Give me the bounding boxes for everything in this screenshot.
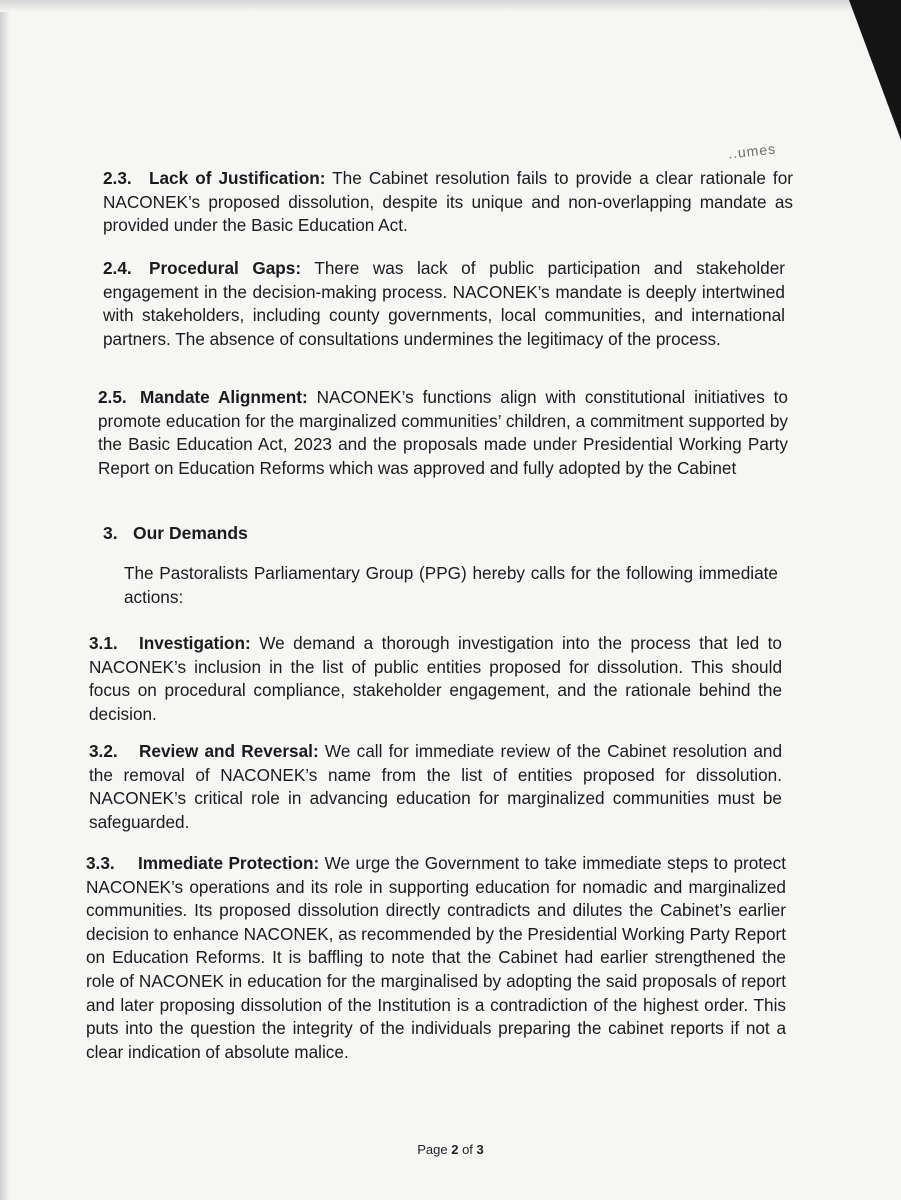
scan-edge-top <box>0 0 901 12</box>
item-2-4 <box>103 257 785 351</box>
demand-3-1 <box>89 632 782 726</box>
item-body <box>70 386 788 480</box>
item-heading: Mandate Alignment: <box>140 387 308 407</box>
demand-text: We call for immediate review of the Cabinet resolution and the removal of NACONEK’s name from the list of entities proposed for dissolution. NACONEK’s critical role in advancing education for marginalized communities must be safeguarded. <box>89 741 783 832</box>
section-3-intro: The Pastoralists Parliamentary Group (PPG) hereby calls for the following immediate actions: <box>124 563 778 607</box>
scan-edge-left <box>0 0 10 1200</box>
item-2-5 <box>98 386 788 480</box>
item-text: The Cabinet resolution fails to provide a clear rationale for NACONEK’s proposed dissolution, despite its unique and non-overlapping mandate as provided under the Basic Education Act. <box>103 168 793 236</box>
page-footer <box>0 1142 901 1157</box>
folded-corner <box>821 0 901 140</box>
item-heading: Lack of Justification: <box>149 168 326 188</box>
item-number: 2.3. <box>103 168 132 188</box>
section-3-number: 3. <box>103 523 118 543</box>
demand-body <box>56 632 782 726</box>
demand-heading: Immediate Protection: <box>138 853 320 873</box>
item-body <box>80 257 785 351</box>
demand-number: 3.3. <box>86 853 115 873</box>
item-number: 2.4. <box>103 258 132 278</box>
section-3-title: Our Demands <box>133 523 248 543</box>
stamp-mark: ..umes <box>727 140 777 162</box>
item-2-3 <box>103 167 793 238</box>
demand-3-3 <box>86 852 786 1064</box>
demand-text: We urge the Government to take immediate steps to protect NACONEK’s operations and its role in supporting education for nomadic and marginalized communities. Its proposed dissolution directly contradicts and dilutes the Cabinet’s earlier decision to enhance NACONEK, as recommended by the Presidential Working Party Report on Education Reforms. It is baffling to note that the Cabinet had earlier strengthened the role of NACONEK in education for the marginalised by adopting the said proposals of report and later proposing dissolution of the Institution is a contradiction of the highest order. This puts into the question the integrity of the individuals preparing the cabinet reports if not a clear indication of absolute malice. <box>86 853 786 1062</box>
item-text: NACONEK’s functions align with constitutional initiatives to promote education for the marginalized communities’ children, a commitment supported by the Basic Education Act, 2023 and the proposals made under Presidential Working Party Report on Education Reforms which was approved and fully adopted by the Cabinet <box>98 387 788 478</box>
demand-heading: Review and Reversal: <box>139 741 319 761</box>
item-text: There was lack of public participation and stakeholder engagement in the decision-making process. NACONEK’s mandate is deeply intertwined with stakeholders, including county governments, local communities, and international partners. The absence of consultations undermines the legitimacy of the process. <box>103 258 785 349</box>
demand-text: We demand a thorough investigation into the process that led to NACONEK’s inclusion in the list of public entities proposed for dissolution. This should focus on procedural compliance, stakeholder engagement, and the rationale behind the decision. <box>89 633 782 724</box>
demand-3-2 <box>89 740 782 834</box>
item-number: 2.5. <box>98 387 127 407</box>
demand-body <box>59 852 786 1064</box>
item-heading: Procedural Gaps: <box>149 258 302 278</box>
demand-number: 3.1. <box>89 633 118 653</box>
footer-prefix: Page <box>417 1142 452 1157</box>
demand-body <box>56 740 782 834</box>
footer-middle: of <box>458 1142 477 1157</box>
item-body <box>80 167 793 238</box>
total-page-number: 3 <box>476 1142 484 1157</box>
current-page-number: 2 <box>451 1142 459 1157</box>
demand-number: 3.2. <box>89 741 118 761</box>
demand-heading: Investigation: <box>139 633 251 653</box>
